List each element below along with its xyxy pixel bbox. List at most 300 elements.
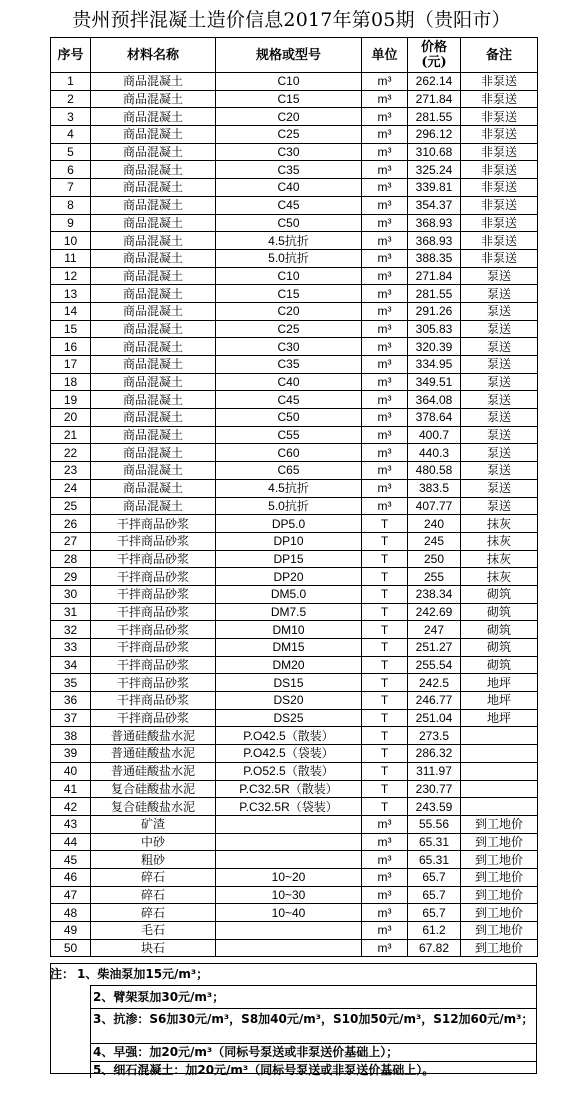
table-row xyxy=(51,603,538,621)
row-index: 1 xyxy=(51,73,91,91)
row-spec: C65 xyxy=(216,462,362,480)
row-unit: m³ xyxy=(362,939,408,957)
table-row xyxy=(51,302,538,320)
table-header xyxy=(51,38,538,73)
row-index: 27 xyxy=(51,532,91,550)
row-unit: m³ xyxy=(362,479,408,497)
table-row xyxy=(51,762,538,780)
table-row xyxy=(51,886,538,904)
row-note: 泵送 xyxy=(461,479,538,497)
row-price: 310.68 xyxy=(408,143,461,161)
row-unit: T xyxy=(362,745,408,763)
row-unit: T xyxy=(362,550,408,568)
row-unit: m³ xyxy=(362,214,408,232)
row-index: 2 xyxy=(51,90,91,108)
row-spec: C30 xyxy=(216,143,362,161)
row-material-name: 干拌商品砂浆 xyxy=(91,709,216,727)
row-unit: m³ xyxy=(362,373,408,391)
row-index: 6 xyxy=(51,161,91,179)
row-price: 65.7 xyxy=(408,886,461,904)
row-unit: T xyxy=(362,656,408,674)
row-spec: 5.0抗折 xyxy=(216,497,362,515)
table-row xyxy=(51,73,538,91)
row-note: 泵送 xyxy=(461,285,538,303)
row-price: 251.04 xyxy=(408,709,461,727)
row-note: 非泵送 xyxy=(461,179,538,197)
row-material-name: 干拌商品砂浆 xyxy=(91,550,216,568)
row-spec: C55 xyxy=(216,426,362,444)
table-row xyxy=(51,249,538,267)
note-line xyxy=(90,1043,537,1061)
row-material-name: 商品混凝土 xyxy=(91,143,216,161)
row-unit: m³ xyxy=(362,426,408,444)
notes-section xyxy=(50,963,537,1078)
row-note: 地坪 xyxy=(461,674,538,692)
row-spec: DM7.5 xyxy=(216,603,362,621)
table-row xyxy=(51,497,538,515)
header-note: 备注 xyxy=(461,38,538,73)
row-material-name: 商品混凝土 xyxy=(91,302,216,320)
row-index: 35 xyxy=(51,674,91,692)
row-price: 368.93 xyxy=(408,232,461,250)
row-spec: DP15 xyxy=(216,550,362,568)
row-index: 5 xyxy=(51,143,91,161)
row-note: 砌筑 xyxy=(461,621,538,639)
row-price: 349.51 xyxy=(408,373,461,391)
table-row xyxy=(51,479,538,497)
row-material-name: 商品混凝土 xyxy=(91,320,216,338)
row-material-name: 普通硅酸盐水泥 xyxy=(91,727,216,745)
table-row xyxy=(51,179,538,197)
table-row xyxy=(51,126,538,144)
row-note: 抹灰 xyxy=(461,568,538,586)
row-spec: C10 xyxy=(216,73,362,91)
row-spec: DM15 xyxy=(216,639,362,657)
row-index: 49 xyxy=(51,922,91,940)
row-note: 抹灰 xyxy=(461,532,538,550)
row-index: 44 xyxy=(51,833,91,851)
table-row xyxy=(51,585,538,603)
row-note: 抹灰 xyxy=(461,515,538,533)
row-price: 271.84 xyxy=(408,267,461,285)
row-index: 11 xyxy=(51,249,91,267)
row-price: 65.7 xyxy=(408,868,461,886)
row-price: 334.95 xyxy=(408,356,461,374)
row-note xyxy=(461,762,538,780)
row-spec: 4.5抗折 xyxy=(216,232,362,250)
row-unit: m³ xyxy=(362,143,408,161)
row-spec: C10 xyxy=(216,267,362,285)
row-index: 22 xyxy=(51,444,91,462)
row-material-name: 毛石 xyxy=(91,922,216,940)
row-unit: m³ xyxy=(362,249,408,267)
table-row xyxy=(51,214,538,232)
row-material-name: 商品混凝土 xyxy=(91,426,216,444)
row-price: 368.93 xyxy=(408,214,461,232)
header-price xyxy=(408,38,461,73)
row-index: 37 xyxy=(51,709,91,727)
table-row xyxy=(51,356,538,374)
row-spec: C15 xyxy=(216,90,362,108)
row-index: 9 xyxy=(51,214,91,232)
note-item: 4、早强：加20元/m³（同标号泵送或非泵送价基础上）； xyxy=(90,1044,537,1061)
row-index: 46 xyxy=(51,868,91,886)
row-note: 非泵送 xyxy=(461,249,538,267)
row-spec: P.C32.5R（散装） xyxy=(216,780,362,798)
row-unit: m³ xyxy=(362,285,408,303)
table-row xyxy=(51,674,538,692)
table-row xyxy=(51,161,538,179)
row-price: 255.54 xyxy=(408,656,461,674)
row-unit: m³ xyxy=(362,90,408,108)
note-line xyxy=(50,963,537,985)
table-row xyxy=(51,373,538,391)
row-index: 13 xyxy=(51,285,91,303)
row-material-name: 中砂 xyxy=(91,833,216,851)
row-index: 39 xyxy=(51,745,91,763)
row-note: 泵送 xyxy=(461,320,538,338)
row-unit: T xyxy=(362,603,408,621)
row-material-name: 干拌商品砂浆 xyxy=(91,639,216,657)
row-price: 271.84 xyxy=(408,90,461,108)
table-row xyxy=(51,196,538,214)
row-unit: m³ xyxy=(362,356,408,374)
row-index: 36 xyxy=(51,692,91,710)
row-note: 非泵送 xyxy=(461,73,538,91)
table-row xyxy=(51,692,538,710)
table-row xyxy=(51,780,538,798)
row-unit: T xyxy=(362,798,408,816)
row-unit: m³ xyxy=(362,232,408,250)
row-material-name: 商品混凝土 xyxy=(91,409,216,427)
row-material-name: 复合硅酸盐水泥 xyxy=(91,780,216,798)
table-row xyxy=(51,868,538,886)
row-material-name: 商品混凝土 xyxy=(91,249,216,267)
row-material-name: 商品混凝土 xyxy=(91,108,216,126)
row-price: 67.82 xyxy=(408,939,461,957)
header-price-line2: (元) xyxy=(421,55,447,70)
row-price: 242.69 xyxy=(408,603,461,621)
row-note: 泵送 xyxy=(461,302,538,320)
row-unit: m³ xyxy=(362,338,408,356)
document-title: 贵州预拌混凝土造价信息2017年第05期（贵阳市） xyxy=(72,9,511,31)
row-note: 抹灰 xyxy=(461,550,538,568)
row-spec: C30 xyxy=(216,338,362,356)
row-spec: DM20 xyxy=(216,656,362,674)
row-material-name: 商品混凝土 xyxy=(91,161,216,179)
table-row xyxy=(51,568,538,586)
row-spec: P.O42.5（袋装） xyxy=(216,745,362,763)
row-spec: C45 xyxy=(216,391,362,409)
row-price: 238.34 xyxy=(408,585,461,603)
row-material-name: 矿渣 xyxy=(91,815,216,833)
row-note: 泵送 xyxy=(461,267,538,285)
row-price: 286.32 xyxy=(408,745,461,763)
table-row xyxy=(51,833,538,851)
table-row xyxy=(51,815,538,833)
note-line xyxy=(90,985,537,1008)
header-unit: 单位 xyxy=(362,38,408,73)
row-note: 非泵送 xyxy=(461,90,538,108)
table-row xyxy=(51,745,538,763)
row-index: 41 xyxy=(51,780,91,798)
row-index: 21 xyxy=(51,426,91,444)
row-unit: m³ xyxy=(362,161,408,179)
row-material-name: 商品混凝土 xyxy=(91,391,216,409)
row-material-name: 商品混凝土 xyxy=(91,73,216,91)
row-unit: m³ xyxy=(362,320,408,338)
row-note: 到工地价 xyxy=(461,833,538,851)
row-note: 到工地价 xyxy=(461,851,538,869)
row-note: 非泵送 xyxy=(461,126,538,144)
row-unit: m³ xyxy=(362,886,408,904)
row-index: 15 xyxy=(51,320,91,338)
row-material-name: 商品混凝土 xyxy=(91,462,216,480)
row-material-name: 干拌商品砂浆 xyxy=(91,674,216,692)
row-spec xyxy=(216,939,362,957)
row-spec: DS20 xyxy=(216,692,362,710)
row-index: 42 xyxy=(51,798,91,816)
row-index: 29 xyxy=(51,568,91,586)
row-index: 4 xyxy=(51,126,91,144)
row-spec: 10~20 xyxy=(216,868,362,886)
table-row xyxy=(51,426,538,444)
row-unit: m³ xyxy=(362,904,408,922)
row-spec: C40 xyxy=(216,179,362,197)
row-price: 305.83 xyxy=(408,320,461,338)
row-price: 296.12 xyxy=(408,126,461,144)
table-row xyxy=(51,143,538,161)
note-item: 3、抗渗：S6加30元/m³，S8加40元/m³，S10加50元/m³，S12加60元/m³； xyxy=(90,1009,537,1043)
table-row xyxy=(51,727,538,745)
row-unit: T xyxy=(362,780,408,798)
row-material-name: 商品混凝土 xyxy=(91,179,216,197)
row-price: 262.14 xyxy=(408,73,461,91)
row-spec: DS15 xyxy=(216,674,362,692)
row-price: 247 xyxy=(408,621,461,639)
table-row xyxy=(51,904,538,922)
row-note: 非泵送 xyxy=(461,161,538,179)
row-spec: 5.0抗折 xyxy=(216,249,362,267)
row-price: 240 xyxy=(408,515,461,533)
row-note: 泵送 xyxy=(461,356,538,374)
row-material-name: 商品混凝土 xyxy=(91,373,216,391)
row-spec: C35 xyxy=(216,356,362,374)
row-note: 泵送 xyxy=(461,426,538,444)
row-unit: m³ xyxy=(362,833,408,851)
row-material-name: 碎石 xyxy=(91,886,216,904)
table-row xyxy=(51,709,538,727)
row-note: 非泵送 xyxy=(461,143,538,161)
row-unit: m³ xyxy=(362,462,408,480)
row-price: 480.58 xyxy=(408,462,461,480)
row-spec: C35 xyxy=(216,161,362,179)
row-index: 40 xyxy=(51,762,91,780)
row-material-name: 商品混凝土 xyxy=(91,338,216,356)
row-note: 地坪 xyxy=(461,709,538,727)
row-material-name: 块石 xyxy=(91,939,216,957)
row-material-name: 商品混凝土 xyxy=(91,126,216,144)
row-note: 砌筑 xyxy=(461,603,538,621)
row-price: 325.24 xyxy=(408,161,461,179)
notes-prefix: 注： xyxy=(50,967,75,981)
row-index: 33 xyxy=(51,639,91,657)
row-index: 32 xyxy=(51,621,91,639)
row-note xyxy=(461,780,538,798)
row-index: 26 xyxy=(51,515,91,533)
row-note: 到工地价 xyxy=(461,904,538,922)
row-index: 34 xyxy=(51,656,91,674)
table-row xyxy=(51,232,538,250)
table-row xyxy=(51,444,538,462)
row-index: 30 xyxy=(51,585,91,603)
row-unit: T xyxy=(362,762,408,780)
table-row xyxy=(51,409,538,427)
row-unit: m³ xyxy=(362,196,408,214)
row-price: 250 xyxy=(408,550,461,568)
row-material-name: 干拌商品砂浆 xyxy=(91,621,216,639)
row-unit: T xyxy=(362,621,408,639)
row-material-name: 干拌商品砂浆 xyxy=(91,515,216,533)
row-price: 242.5 xyxy=(408,674,461,692)
table-row xyxy=(51,338,538,356)
row-spec: 10~30 xyxy=(216,886,362,904)
row-material-name: 干拌商品砂浆 xyxy=(91,532,216,550)
row-spec: C25 xyxy=(216,320,362,338)
header-name: 材料名称 xyxy=(91,38,216,73)
row-unit: T xyxy=(362,532,408,550)
row-unit: m³ xyxy=(362,267,408,285)
row-index: 16 xyxy=(51,338,91,356)
row-material-name: 干拌商品砂浆 xyxy=(91,585,216,603)
table-row xyxy=(51,462,538,480)
row-index: 45 xyxy=(51,851,91,869)
row-index: 25 xyxy=(51,497,91,515)
row-note xyxy=(461,727,538,745)
row-price: 255 xyxy=(408,568,461,586)
row-spec: DM5.0 xyxy=(216,585,362,603)
row-index: 47 xyxy=(51,886,91,904)
note-item: 2、臂架泵加30元/m³； xyxy=(90,986,537,1008)
row-price: 245 xyxy=(408,532,461,550)
row-index: 8 xyxy=(51,196,91,214)
row-price: 65.7 xyxy=(408,904,461,922)
row-index: 10 xyxy=(51,232,91,250)
row-note: 非泵送 xyxy=(461,108,538,126)
row-note xyxy=(461,745,538,763)
row-material-name: 干拌商品砂浆 xyxy=(91,603,216,621)
row-unit: T xyxy=(362,585,408,603)
row-note: 非泵送 xyxy=(461,214,538,232)
row-spec xyxy=(216,922,362,940)
row-note: 地坪 xyxy=(461,692,538,710)
row-material-name: 干拌商品砂浆 xyxy=(91,656,216,674)
header-spec: 规格或型号 xyxy=(216,38,362,73)
row-unit: T xyxy=(362,639,408,657)
row-index: 43 xyxy=(51,815,91,833)
row-unit: m³ xyxy=(362,391,408,409)
row-material-name: 普通硅酸盐水泥 xyxy=(91,762,216,780)
row-material-name: 普通硅酸盐水泥 xyxy=(91,745,216,763)
row-price: 246.77 xyxy=(408,692,461,710)
row-unit: T xyxy=(362,568,408,586)
row-material-name: 商品混凝土 xyxy=(91,285,216,303)
row-index: 50 xyxy=(51,939,91,957)
table-row xyxy=(51,621,538,639)
row-material-name: 商品混凝土 xyxy=(91,479,216,497)
table-row xyxy=(51,320,538,338)
row-note: 泵送 xyxy=(461,409,538,427)
row-price: 61.2 xyxy=(408,922,461,940)
row-price: 388.35 xyxy=(408,249,461,267)
row-index: 14 xyxy=(51,302,91,320)
row-note: 到工地价 xyxy=(461,886,538,904)
row-unit: m³ xyxy=(362,851,408,869)
row-index: 38 xyxy=(51,727,91,745)
table-row xyxy=(51,922,538,940)
row-spec: C15 xyxy=(216,285,362,303)
row-spec: C50 xyxy=(216,214,362,232)
row-unit: T xyxy=(362,515,408,533)
note-item: 1、柴油泵加15元/m³； xyxy=(77,967,209,981)
row-spec: C25 xyxy=(216,126,362,144)
row-spec: DP10 xyxy=(216,532,362,550)
row-price: 440.3 xyxy=(408,444,461,462)
row-material-name: 商品混凝土 xyxy=(91,214,216,232)
row-index: 19 xyxy=(51,391,91,409)
row-price: 281.55 xyxy=(408,285,461,303)
row-note xyxy=(461,798,538,816)
row-price: 65.31 xyxy=(408,833,461,851)
row-unit: T xyxy=(362,692,408,710)
row-note: 泵送 xyxy=(461,338,538,356)
row-material-name: 粗砂 xyxy=(91,851,216,869)
row-note: 泵送 xyxy=(461,497,538,515)
row-note: 泵送 xyxy=(461,373,538,391)
row-unit: m³ xyxy=(362,497,408,515)
row-note: 到工地价 xyxy=(461,939,538,957)
row-price: 364.08 xyxy=(408,391,461,409)
row-index: 12 xyxy=(51,267,91,285)
header-price-line1: 价格 xyxy=(420,40,447,55)
row-material-name: 碎石 xyxy=(91,868,216,886)
row-unit: m³ xyxy=(362,108,408,126)
row-index: 18 xyxy=(51,373,91,391)
row-note: 泵送 xyxy=(461,444,538,462)
table-row xyxy=(51,267,538,285)
row-spec: P.O42.5（散装） xyxy=(216,727,362,745)
row-material-name: 干拌商品砂浆 xyxy=(91,692,216,710)
row-spec: DP5.0 xyxy=(216,515,362,533)
row-unit: m³ xyxy=(362,302,408,320)
row-spec: C50 xyxy=(216,409,362,427)
row-spec: C45 xyxy=(216,196,362,214)
row-unit: m³ xyxy=(362,868,408,886)
row-index: 7 xyxy=(51,179,91,197)
table-row xyxy=(51,285,538,303)
table-row xyxy=(51,851,538,869)
row-spec: C40 xyxy=(216,373,362,391)
row-unit: T xyxy=(362,674,408,692)
row-note: 到工地价 xyxy=(461,868,538,886)
row-material-name: 商品混凝土 xyxy=(91,497,216,515)
row-spec xyxy=(216,851,362,869)
row-price: 281.55 xyxy=(408,108,461,126)
row-index: 28 xyxy=(51,550,91,568)
row-unit: m³ xyxy=(362,73,408,91)
row-material-name: 复合硅酸盐水泥 xyxy=(91,798,216,816)
row-material-name: 碎石 xyxy=(91,904,216,922)
